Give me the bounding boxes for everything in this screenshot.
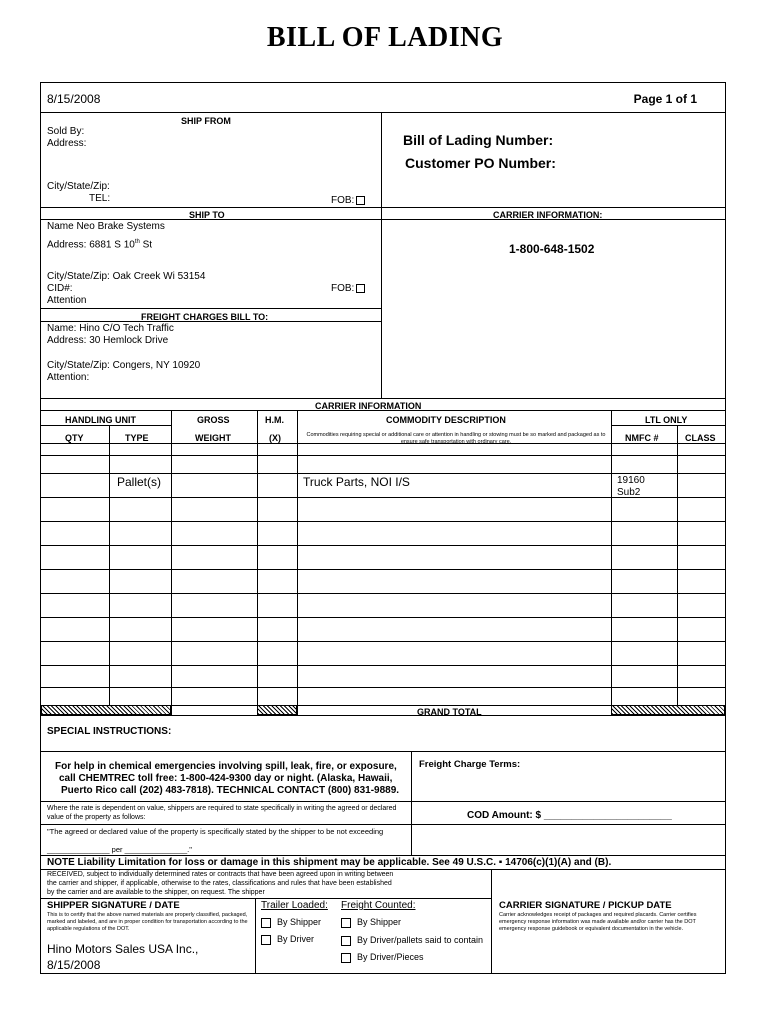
- weight-header: WEIGHT: [195, 433, 231, 443]
- freight-bill-attention: Attention:: [47, 372, 90, 383]
- table-row-line: [41, 455, 725, 456]
- ship-to-address-text: Address: 6881 S 10: [47, 239, 135, 251]
- divider: [41, 801, 411, 802]
- freight-counted-header: Freight Counted:: [341, 900, 416, 911]
- divider: [41, 219, 381, 220]
- fob-label: FOB:: [331, 283, 355, 294]
- trailer-by-driver: [261, 933, 314, 945]
- fob-label: FOB:: [331, 195, 355, 206]
- handling-unit-header: HANDLING UNIT: [65, 415, 136, 425]
- row1-type: Pallet(s): [117, 475, 162, 489]
- table-row-line: [41, 443, 725, 444]
- table-row-line: [41, 569, 725, 570]
- shipper-signature-note: This is to certify that the above named materials are properly classified, packaged, marked and labeled, and are in proper condition for transportation according to the applicable regulations of the DOT.: [47, 912, 248, 932]
- freight-bill-to-header: FREIGHT CHARGES BILL TO:: [141, 312, 269, 322]
- divider: [41, 308, 381, 309]
- grand-total-label: GRAND TOTAL: [417, 707, 482, 717]
- qty-header: QTY: [65, 433, 84, 443]
- trailer-by-shipper-checkbox[interactable]: [261, 918, 271, 928]
- table-row-line: [41, 545, 725, 546]
- counted-by-driver-pallets-checkbox[interactable]: [341, 936, 351, 946]
- counted-by-shipper-label: By Shipper: [357, 917, 402, 927]
- counted-by-driver-pieces-checkbox[interactable]: [341, 953, 351, 963]
- divider: [41, 898, 491, 899]
- divider: [41, 410, 725, 411]
- ship-from-tel-label: TEL:: [89, 193, 111, 204]
- commodity-note: Commodities requiring special or additional care or attention in handling or stowing must be so marked and packaged as to ensure safe transportation with ordinary care.: [306, 432, 606, 445]
- fob-checkbox[interactable]: [356, 284, 365, 293]
- shipper-date: 8/15/2008: [47, 958, 101, 972]
- divider: [41, 207, 725, 208]
- hatch-fill: [41, 705, 171, 715]
- trailer-by-shipper: [261, 916, 321, 928]
- divider: [41, 751, 725, 752]
- ship-to-name: Name Neo Brake Systems: [47, 221, 165, 232]
- hatch-fill: [257, 705, 297, 715]
- divider: [255, 898, 256, 974]
- declared-value-blank: _______________ per _______________.": [47, 845, 192, 854]
- document-title: BILL OF LADING: [266, 22, 504, 53]
- divider: [109, 425, 110, 715]
- gross-header: GROSS: [197, 415, 230, 425]
- rate-note: Where the rate is dependent on value, shippers are required to state specifically in writing the agreed or declared value of the property as follows:: [47, 805, 397, 821]
- carrier-signature-header: CARRIER SIGNATURE / PICKUP DATE: [499, 900, 672, 911]
- divider: [491, 869, 492, 974]
- divider: [381, 112, 382, 398]
- ship-to-header: SHIP TO: [189, 210, 225, 220]
- divider: [41, 824, 725, 825]
- trailer-by-shipper-label: By Shipper: [277, 917, 322, 927]
- divider: [677, 425, 678, 715]
- fob-checkbox[interactable]: [356, 196, 365, 205]
- row1-nmfc-sub: Sub2: [617, 487, 641, 498]
- nmfc-header: NMFC #: [625, 433, 659, 443]
- divider: [41, 855, 725, 856]
- ltl-only-header: LTL ONLY: [645, 415, 688, 425]
- freight-bill-address: Address: 30 Hemlock Drive: [47, 335, 169, 346]
- freight-bill-city: City/State/Zip: Congers, NY 10920: [47, 360, 201, 371]
- row1-nmfc: 19160: [617, 475, 645, 486]
- counted-by-driver-pallets: [341, 934, 483, 946]
- divider: [411, 751, 412, 855]
- divider: [41, 112, 725, 113]
- counted-by-driver-pieces-label: By Driver/Pieces: [357, 952, 424, 962]
- counted-by-shipper-checkbox[interactable]: [341, 918, 351, 928]
- ship-to-address-sup: th: [134, 239, 140, 245]
- carrier-signature-note: Carrier acknowledges receipt of packages and required placards. Carrier certifies emergency response information was made available and/or carrier has the DOT emergency response guidebook or equivalent documentation in the vehicle.: [499, 912, 697, 932]
- table-row-line: [41, 521, 725, 522]
- special-instructions-label: SPECIAL INSTRUCTIONS:: [47, 726, 172, 737]
- trailer-loaded-header: Trailer Loaded:: [261, 900, 328, 911]
- emergency-line1: For help in chemical emergencies involving spill, leak, fire, or exposure,: [55, 761, 397, 772]
- counted-by-driver-pallets-label: By Driver/pallets said to contain: [357, 935, 484, 945]
- table-row-line: [41, 593, 725, 594]
- divider: [41, 715, 725, 716]
- divider: [41, 425, 171, 426]
- shipper-company: Hino Motors Sales USA Inc.,: [47, 942, 199, 956]
- cod-amount: COD Amount: $ _______________________: [467, 810, 672, 821]
- divider: [611, 425, 725, 426]
- liability-note: NOTE Liability Limitation for loss or damage in this shipment may be applicable. See 49 U.S.C. ▪ 14706(c)(1)(A) and (B).: [47, 857, 612, 868]
- page-number: Page 1 of 1: [633, 92, 697, 106]
- emergency-line3: Puerto Rico call (202) 483-7818). TECHNICAL CONTACT (800) 831-9889.: [61, 785, 400, 796]
- hm-x-header: (X): [269, 433, 281, 443]
- sold-by-label: Sold By:: [47, 126, 85, 137]
- divider: [41, 321, 381, 322]
- divider: [411, 801, 725, 802]
- hatch-fill: [611, 705, 725, 715]
- divider: [41, 398, 725, 399]
- row1-description: Truck Parts, NOI I/S: [303, 475, 410, 489]
- bol-number-label: Bill of Lading Number:: [403, 132, 554, 148]
- declared-value-note: "The agreed or declared value of the property is specifically stated by the shipper to be not exceeding: [47, 827, 384, 836]
- ship-to-city: City/State/Zip: Oak Creek Wi 53154: [47, 271, 206, 282]
- ship-to-address: [47, 236, 152, 251]
- type-header: TYPE: [125, 433, 149, 443]
- counted-by-driver-pieces: [341, 951, 424, 963]
- ship-to-address-tail: St: [139, 239, 153, 251]
- ship-from-header: SHIP FROM: [181, 116, 231, 126]
- emergency-line2: call CHEMTREC toll free: 1-800-424-9300 day or night. (Alaska, Hawaii,: [59, 773, 393, 784]
- carrier-phone: 1-800-648-1502: [509, 242, 595, 256]
- table-row-line: [41, 665, 725, 666]
- trailer-by-driver-label: By Driver: [277, 934, 315, 944]
- received-note: RECEIVED, subject to individually determined rates or contracts that have been agreed upon in writing between the carrier and shipper, if applicable, otherwise to the rates, classifications and rules that have been established by the carrier and are available to the shipper, on request. The shipper: [47, 871, 394, 896]
- ship-to-fob: [331, 283, 365, 295]
- ship-to-attention: Attention: [47, 295, 87, 306]
- table-row-line: [41, 687, 725, 688]
- commodity-header: COMMODITY DESCRIPTION: [386, 415, 506, 425]
- table-row-line: [41, 473, 725, 474]
- table-carrier-info-header: CARRIER INFORMATION: [315, 401, 422, 411]
- trailer-by-driver-checkbox[interactable]: [261, 935, 271, 945]
- hm-header: H.M.: [265, 415, 284, 425]
- table-row-line: [41, 641, 725, 642]
- counted-by-shipper: [341, 916, 401, 928]
- ship-from-city-label: City/State/Zip:: [47, 181, 110, 192]
- freight-bill-name: Name: Hino C/O Tech Traffic: [47, 323, 174, 334]
- divider: [381, 219, 725, 220]
- customer-po-label: Customer PO Number:: [405, 155, 556, 171]
- shipper-signature-header: SHIPPER SIGNATURE / DATE: [47, 900, 180, 911]
- ship-to-cid: CID#:: [47, 283, 73, 294]
- bill-of-lading-form: [40, 82, 726, 974]
- table-row-line: [41, 617, 725, 618]
- ship-from-fob: [331, 195, 365, 207]
- class-header: CLASS: [685, 433, 716, 443]
- carrier-info-header: CARRIER INFORMATION:: [493, 210, 603, 220]
- ship-from-address-label: Address:: [47, 138, 87, 149]
- freight-charge-terms: Freight Charge Terms:: [419, 759, 521, 770]
- document-date: 8/15/2008: [47, 92, 101, 106]
